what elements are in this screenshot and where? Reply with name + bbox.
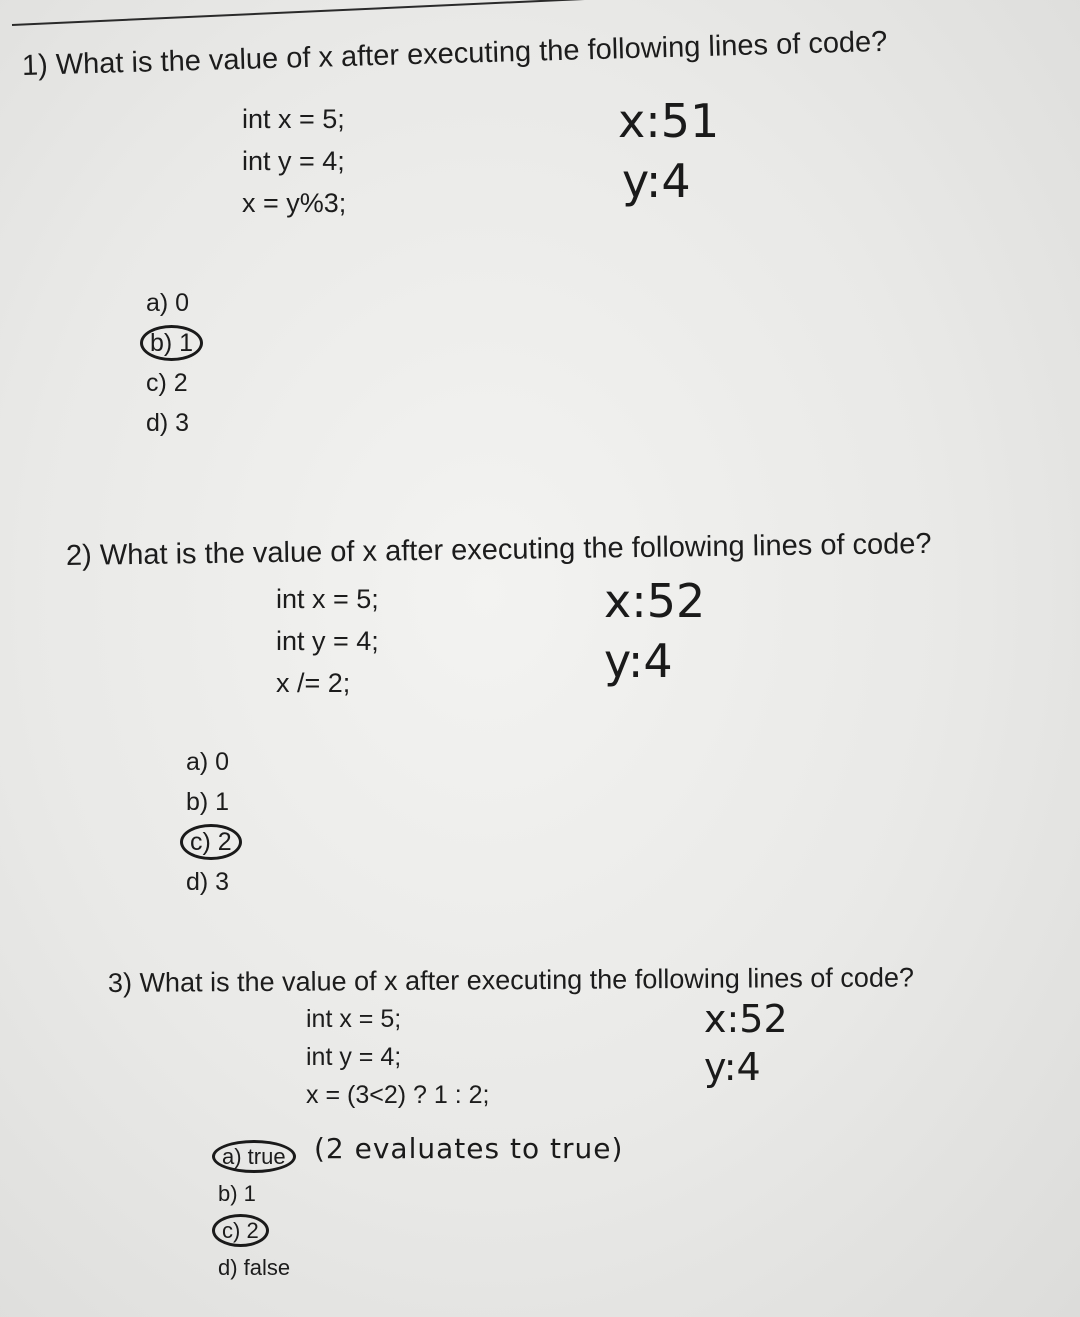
question-3-handwritten-note: (2 evaluates to true) <box>314 1132 624 1165</box>
question-1-options <box>146 283 197 443</box>
code-line: x = (3<2) ? 1 : 2; <box>306 1081 490 1109</box>
question-3-options <box>218 1138 290 1286</box>
option-c-circled[interactable]: c) 2 <box>218 1212 290 1249</box>
option-c[interactable]: c) 2 <box>146 369 188 397</box>
question-3-prompt: 3) What is the value of x after executing the following lines of code? <box>107 962 915 998</box>
code-line: int x = 5; <box>276 584 379 614</box>
question-2-prompt: 2) What is the value of x after executing the following lines of code? <box>65 527 932 572</box>
option-b[interactable]: b) 1 <box>186 788 230 816</box>
question-1-handwritten-x: x:51 <box>618 94 720 148</box>
option-c-circled[interactable]: c) 2 <box>186 822 236 862</box>
option-a[interactable]: a) 0 <box>146 289 190 317</box>
top-rule-line <box>12 0 606 26</box>
option-d[interactable]: d) false <box>218 1255 291 1280</box>
question-3-code <box>306 1000 489 1114</box>
option-d[interactable]: d) 3 <box>146 409 190 437</box>
code-line: x /= 2; <box>276 668 351 698</box>
option-a-circled[interactable]: a) true <box>218 1138 290 1175</box>
code-line: int y = 4; <box>242 146 345 176</box>
code-line: int y = 4; <box>306 1043 402 1071</box>
question-1-prompt: 1) What is the value of x after executing the following lines of code? <box>21 25 888 82</box>
option-b-circled[interactable]: b) 1 <box>146 323 197 363</box>
code-line: int x = 5; <box>242 104 345 134</box>
question-2-handwritten-x: x:52 <box>604 574 706 628</box>
question-2-code <box>276 578 379 704</box>
code-line: int y = 4; <box>276 626 379 656</box>
question-3-handwritten-y: y:4 <box>704 1045 761 1089</box>
code-line: int x = 5; <box>306 1005 402 1033</box>
code-line: x = y%3; <box>242 188 347 218</box>
question-2-handwritten-y: y:4 <box>604 634 673 688</box>
option-b[interactable]: b) 1 <box>218 1181 256 1206</box>
question-1-code <box>242 98 346 224</box>
question-1-handwritten-y: y:4 <box>622 154 691 208</box>
option-d[interactable]: d) 3 <box>186 868 230 896</box>
option-a[interactable]: a) 0 <box>186 748 230 776</box>
question-2-options <box>186 742 236 902</box>
question-3-handwritten-x: x:52 <box>704 997 788 1041</box>
